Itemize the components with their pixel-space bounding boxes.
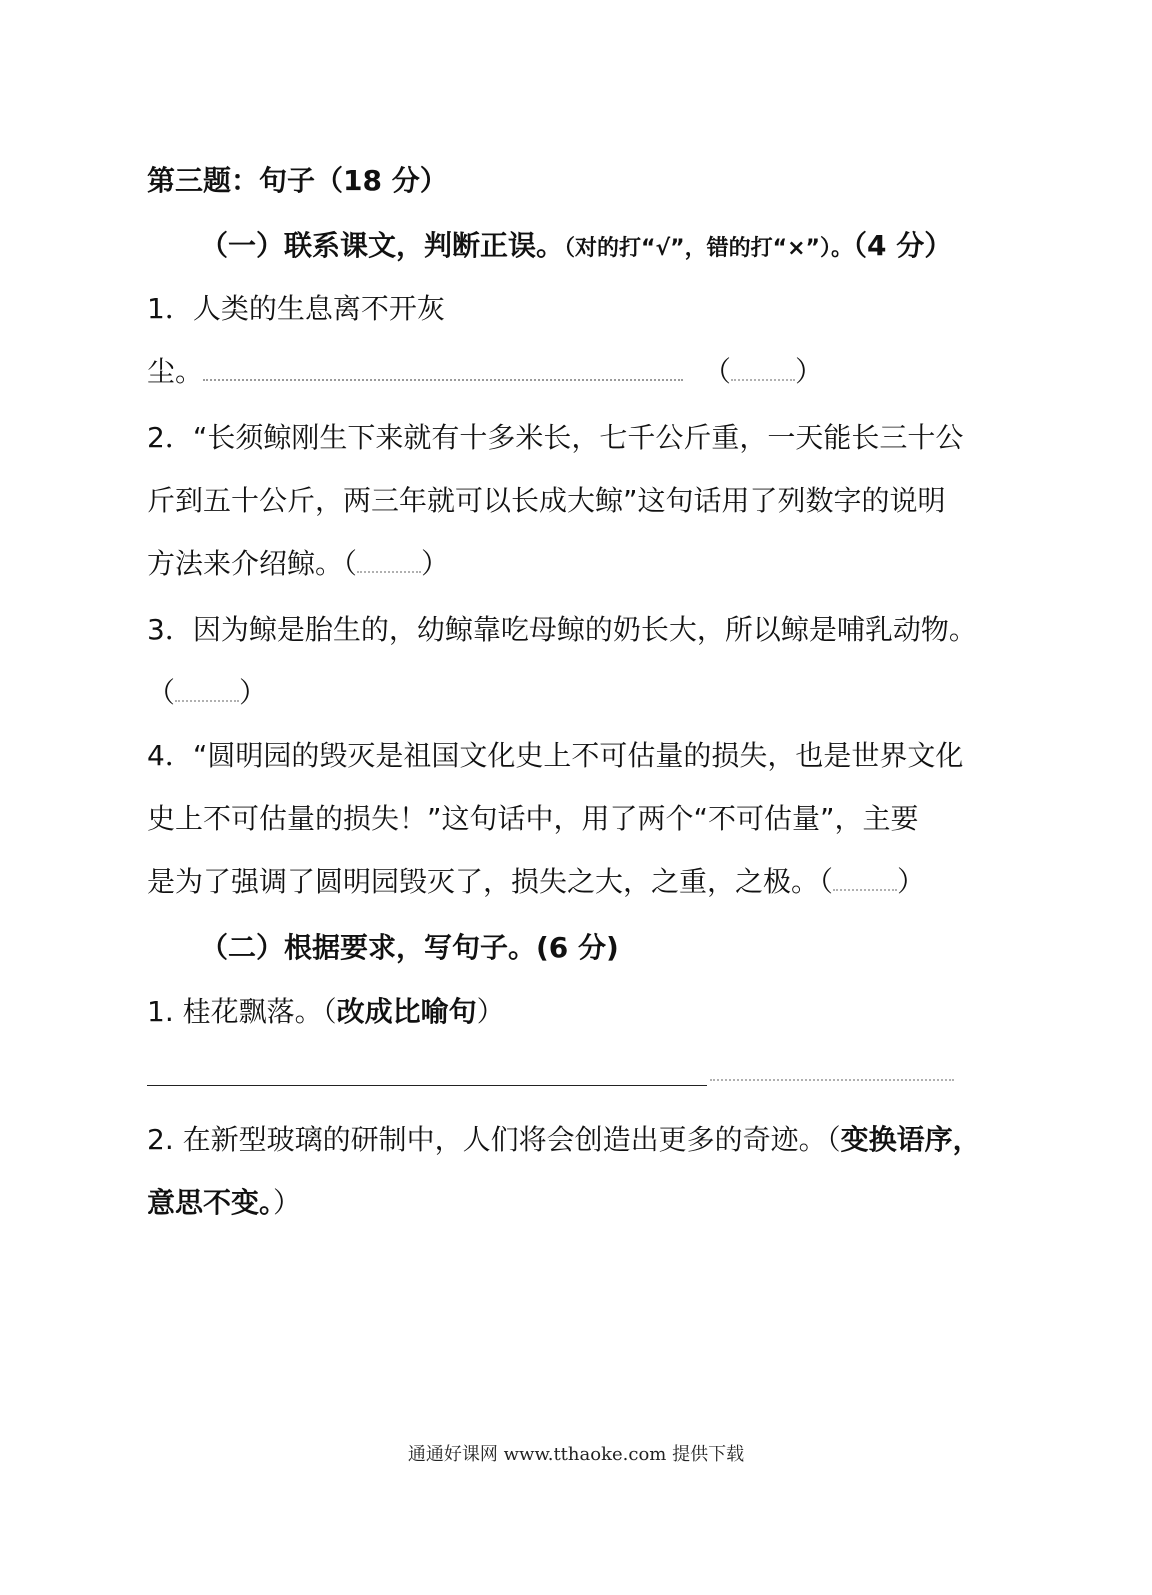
q2-line1: 2．“长须鲸刚生下来就有十多米长，七千公斤重，一天能长三十公: [147, 421, 964, 454]
p2-q1-requirement: 改成比喻句: [336, 995, 477, 1028]
q4-line1: 4．“圆明园的毁灭是祖国文化史上不可估量的损失，也是世界文化: [147, 739, 964, 772]
footer-source: 通通好课网 www.tthaoke.com 提供下载: [407, 1444, 745, 1465]
q4-line2: 史上不可估量的损失！”这句话中，用了两个“不可估量”，主要: [147, 802, 919, 835]
q3-line2-row: [147, 675, 267, 711]
q1-leader-dots: [203, 373, 683, 381]
q1-line2: 尘。: [147, 355, 204, 388]
section-title: 第三题：句子（18 分）: [147, 164, 448, 197]
q1-answer-blank[interactable]: [731, 373, 795, 381]
p2-q1-row: [147, 994, 505, 1030]
q1-paren-open: （: [703, 355, 732, 388]
p2-q2-row: [147, 1122, 981, 1158]
q3-line1: 3．因为鲸是胎生的，幼鲸靠吃母鲸的奶长大，所以鲸是哺乳动物。: [147, 613, 977, 646]
p2-q2-close: ）: [273, 1186, 302, 1219]
q3-paren-open: （: [147, 676, 176, 709]
q4-line3-row: [147, 864, 925, 900]
q3-paren-close: ）: [239, 676, 268, 709]
part2-heading: （二）根据要求，写句子。(6 分): [200, 931, 619, 964]
p2-q2-text: 2. 在新型玻璃的研制中，人们将会创造出更多的奇迹。（: [147, 1123, 841, 1156]
p2-q2-requirement-1: 变换语序，: [840, 1123, 981, 1156]
q1-line1: 1．人类的生息离不开灰: [147, 292, 445, 325]
q1-line2-row: [147, 354, 823, 390]
p2-q1-close: ）: [476, 995, 505, 1028]
q2-paren-close: ）: [421, 547, 450, 580]
q2-answer-blank[interactable]: [357, 565, 421, 573]
p2-q1-text: 1. 桂花飘落。（: [147, 995, 337, 1028]
q4-paren-close: ）: [897, 865, 926, 898]
p2-q1-answer-dots: [710, 1079, 954, 1081]
q2-line3-row: [147, 546, 449, 582]
part1-heading: （一）联系课文，判断正误。: [200, 229, 565, 262]
p2-q2-requirement-2: 意思不变。: [147, 1186, 274, 1219]
part1-note: （对的打“√”，错的打“×”）。: [564, 236, 853, 261]
q3-answer-blank[interactable]: [175, 694, 239, 702]
q2-line3: 方法来介绍鲸。（: [147, 547, 358, 580]
p2-q2-row2: [147, 1185, 301, 1221]
q4-line3: 是为了强调了圆明园毁灭了，损失之大，之重，之极。（: [147, 865, 834, 898]
q2-line2: 斤到五十公斤，两三年就可以长成大鲸”这句话用了列数字的说明: [147, 484, 946, 517]
p2-q1-answer-line[interactable]: [147, 1085, 707, 1086]
q4-answer-blank[interactable]: [833, 883, 897, 891]
part1-score: （4 分）: [852, 229, 953, 262]
part1-heading-row: [200, 228, 952, 267]
q1-paren-close: ）: [795, 355, 824, 388]
